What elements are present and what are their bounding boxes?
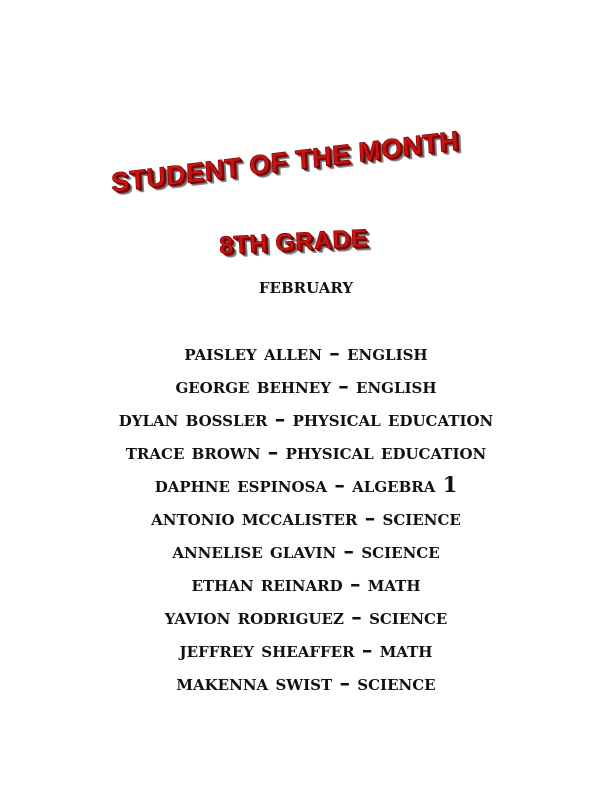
list-item: antonio mccalister – science	[151, 505, 461, 530]
month-heading: february	[258, 273, 354, 298]
title-wordart: STUDENT OF THE MONTH	[110, 125, 460, 198]
student-list	[40, 340, 572, 703]
list-item: annelise glavin – science	[172, 538, 440, 563]
list-item: ethan reinard – math	[191, 571, 421, 596]
list-item: makenna swist – science	[176, 670, 436, 695]
list-item: jeffrey sheaffer – math	[179, 637, 433, 662]
list-item: trace brown – physical education	[125, 439, 487, 464]
list-item: paisley allen – english	[184, 340, 428, 365]
list-item: dylan bossler – physical education	[118, 406, 494, 431]
list-item: daphne espinosa – algebra 1	[154, 472, 458, 497]
list-item: yavion rodriguez – science	[164, 604, 448, 629]
list-item: george behney – english	[175, 373, 437, 398]
grade-wordart: 8TH GRADE	[218, 224, 369, 261]
